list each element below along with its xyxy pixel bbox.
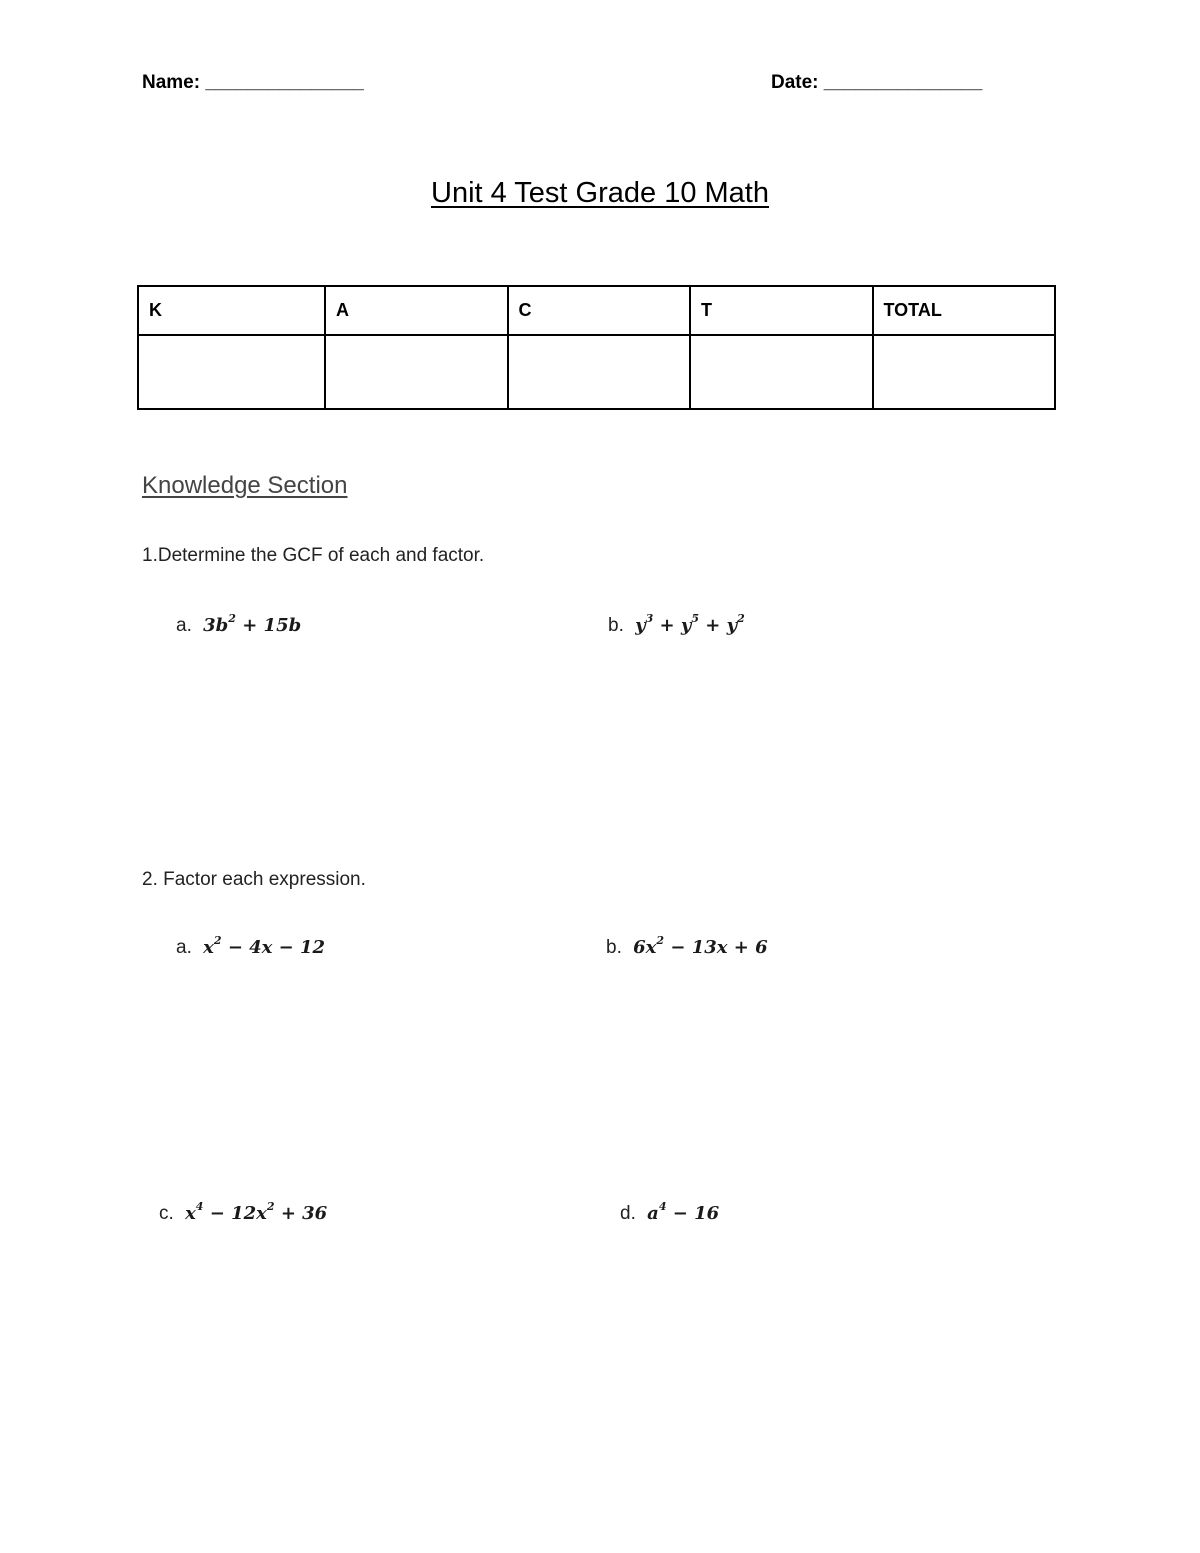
score-cell-a[interactable]: [325, 335, 508, 409]
column-header-total: TOTAL: [873, 286, 1056, 335]
item-label: b.: [608, 615, 624, 636]
math-expression: $x^4 - 12x^2 + 36$: [185, 1200, 328, 1224]
date-label: Date:: [771, 72, 819, 93]
math-expression: $y^3 + y^5 + y^2$: [635, 612, 745, 636]
column-header-a: A: [325, 286, 508, 335]
name-label: Name:: [142, 72, 201, 93]
name-field: [142, 72, 364, 94]
question-2d: [620, 1200, 719, 1225]
page-title: Unit 4 Test Grade 10 Math: [431, 177, 769, 209]
math-expression: $6x^2 - 13x + 6$: [633, 934, 768, 958]
section-title: Knowledge Section: [142, 472, 348, 499]
score-cell-t[interactable]: [690, 335, 873, 409]
question-2c: [159, 1200, 327, 1225]
question-2b: [606, 934, 768, 959]
question-1-prompt: 1.Determine the GCF of each and factor.: [142, 545, 485, 566]
question-1a: [176, 612, 301, 637]
item-label: a.: [176, 937, 192, 958]
question-2-prompt: 2. Factor each expression.: [142, 869, 366, 890]
score-cell-c[interactable]: [508, 335, 691, 409]
score-table: [137, 285, 1056, 410]
score-cell-k[interactable]: [138, 335, 325, 409]
item-label: a.: [176, 615, 192, 636]
math-expression: $a^4 - 16$: [647, 1200, 720, 1224]
score-table-header-row: [138, 286, 1055, 335]
score-cell-total[interactable]: [873, 335, 1056, 409]
question-2a: [176, 934, 325, 959]
date-field: [771, 72, 982, 94]
column-header-c: C: [508, 286, 691, 335]
item-label: b.: [606, 937, 622, 958]
question-1b: [608, 612, 745, 637]
date-blank[interactable]: _______________: [823, 72, 983, 93]
column-header-k: K: [138, 286, 325, 335]
name-blank[interactable]: _______________: [205, 72, 364, 93]
column-header-t: T: [690, 286, 873, 335]
item-label: c.: [159, 1203, 174, 1224]
math-expression: $x^2 - 4x - 12$: [203, 934, 326, 958]
score-table-entry-row: [138, 335, 1055, 409]
item-label: d.: [620, 1203, 636, 1224]
math-expression: $3b^2 + 15b$: [203, 612, 302, 636]
